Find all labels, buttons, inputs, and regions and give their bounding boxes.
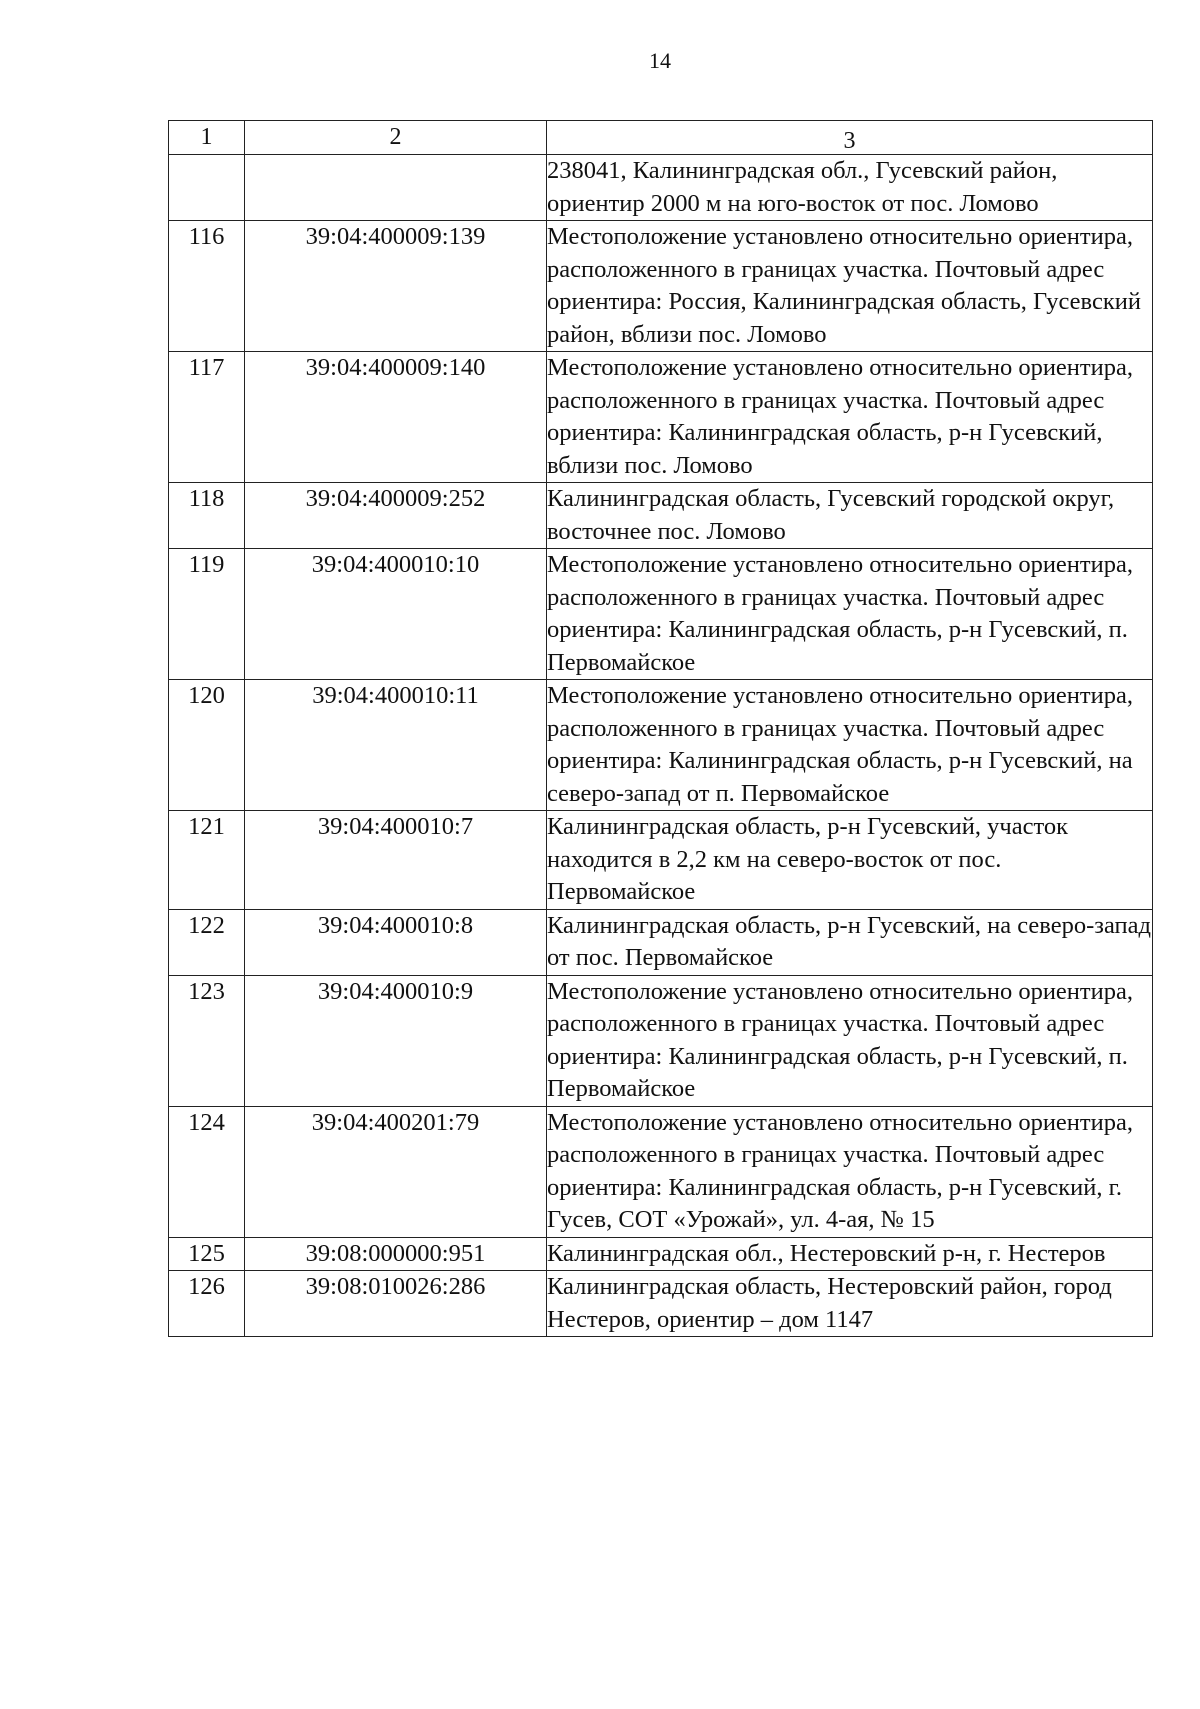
address-text: 238041, Калининградская обл., Гусевский район, ориентир 2000 м на юго-восток от пос. Ломово <box>547 155 1153 221</box>
cadastral-number: 39:04:400201:79 <box>245 1106 547 1237</box>
cadastral-number: 39:04:400010:8 <box>245 909 547 975</box>
row-number: 126 <box>169 1271 245 1337</box>
table-row <box>169 352 1153 483</box>
table-row <box>169 1106 1153 1237</box>
row-number: 122 <box>169 909 245 975</box>
table-row <box>169 221 1153 352</box>
address-text: Калининградская область, р-н Гусевский, участок находится в 2,2 км на северо-восток от пос. Первомайское <box>547 811 1153 910</box>
table-row <box>169 909 1153 975</box>
table-row <box>169 811 1153 910</box>
row-number: 121 <box>169 811 245 910</box>
cadastral-number: 39:04:400010:10 <box>245 549 547 680</box>
address-text: Местоположение установлено относительно ориентира, расположенного в границах участка. Почтовый адрес ориентира: Калининградская область, р-н Гусевский, г. Гусев, СОТ «Урожай», ул. 4-ая, № 15 <box>547 1106 1153 1237</box>
cadastral-number: 39:04:400010:11 <box>245 680 547 811</box>
address-text: Калининградская область, Гусевский городской округ, восточнее пос. Ломово <box>547 483 1153 549</box>
cadastral-number: 39:04:400010:7 <box>245 811 547 910</box>
row-number: 124 <box>169 1106 245 1237</box>
land-plot-table <box>168 120 1153 1337</box>
address-text: Местоположение установлено относительно ориентира, расположенного в границах участка. Почтовый адрес ориентира: Калининградская область, р-н Гусевский, п. Первомайское <box>547 549 1153 680</box>
cadastral-number: 39:08:000000:951 <box>245 1237 547 1271</box>
table-row <box>169 1237 1153 1271</box>
address-text: Калининградская область, Нестеровский район, город Нестеров, ориентир – дом 1147 <box>547 1271 1153 1337</box>
row-number: 120 <box>169 680 245 811</box>
address-text: Калининградская область, р-н Гусевский, на северо-запад от пос. Первомайское <box>547 909 1153 975</box>
header-cell-1: 1 <box>169 121 245 155</box>
address-text: Калининградская обл., Нестеровский р-н, г. Нестеров <box>547 1237 1153 1271</box>
row-number: 118 <box>169 483 245 549</box>
row-number: 117 <box>169 352 245 483</box>
table-header-row <box>169 121 1153 155</box>
table-row <box>169 975 1153 1106</box>
page-number: 14 <box>649 48 671 73</box>
table-row <box>169 680 1153 811</box>
cadastral-number: 39:08:010026:286 <box>245 1271 547 1337</box>
row-number: 123 <box>169 975 245 1106</box>
row-number <box>169 155 245 221</box>
address-text: Местоположение установлено относительно ориентира, расположенного в границах участка. Почтовый адрес ориентира: Россия, Калининградская область, Гусевский район, вблизи пос. Ломово <box>547 221 1153 352</box>
address-text: Местоположение установлено относительно ориентира, расположенного в границах участка. Почтовый адрес ориентира: Калининградская область, р-н Гусевский, п. Первомайское <box>547 975 1153 1106</box>
cadastral-number: 39:04:400009:252 <box>245 483 547 549</box>
address-text: Местоположение установлено относительно ориентира, расположенного в границах участка. Почтовый адрес ориентира: Калининградская область, р-н Гусевский, на северо-запад от п. Первомайское <box>547 680 1153 811</box>
row-number: 119 <box>169 549 245 680</box>
table-row <box>169 1271 1153 1337</box>
header-cell-3: 3 <box>547 121 1153 155</box>
table-row <box>169 155 1153 221</box>
row-number: 116 <box>169 221 245 352</box>
row-number: 125 <box>169 1237 245 1271</box>
table-row <box>169 483 1153 549</box>
cadastral-number: 39:04:400009:140 <box>245 352 547 483</box>
cadastral-number <box>245 155 547 221</box>
address-text: Местоположение установлено относительно ориентира, расположенного в границах участка. Почтовый адрес ориентира: Калининградская область, р-н Гусевский, вблизи пос. Ломово <box>547 352 1153 483</box>
header-cell-2: 2 <box>245 121 547 155</box>
cadastral-number: 39:04:400010:9 <box>245 975 547 1106</box>
table-row <box>169 549 1153 680</box>
cadastral-number: 39:04:400009:139 <box>245 221 547 352</box>
